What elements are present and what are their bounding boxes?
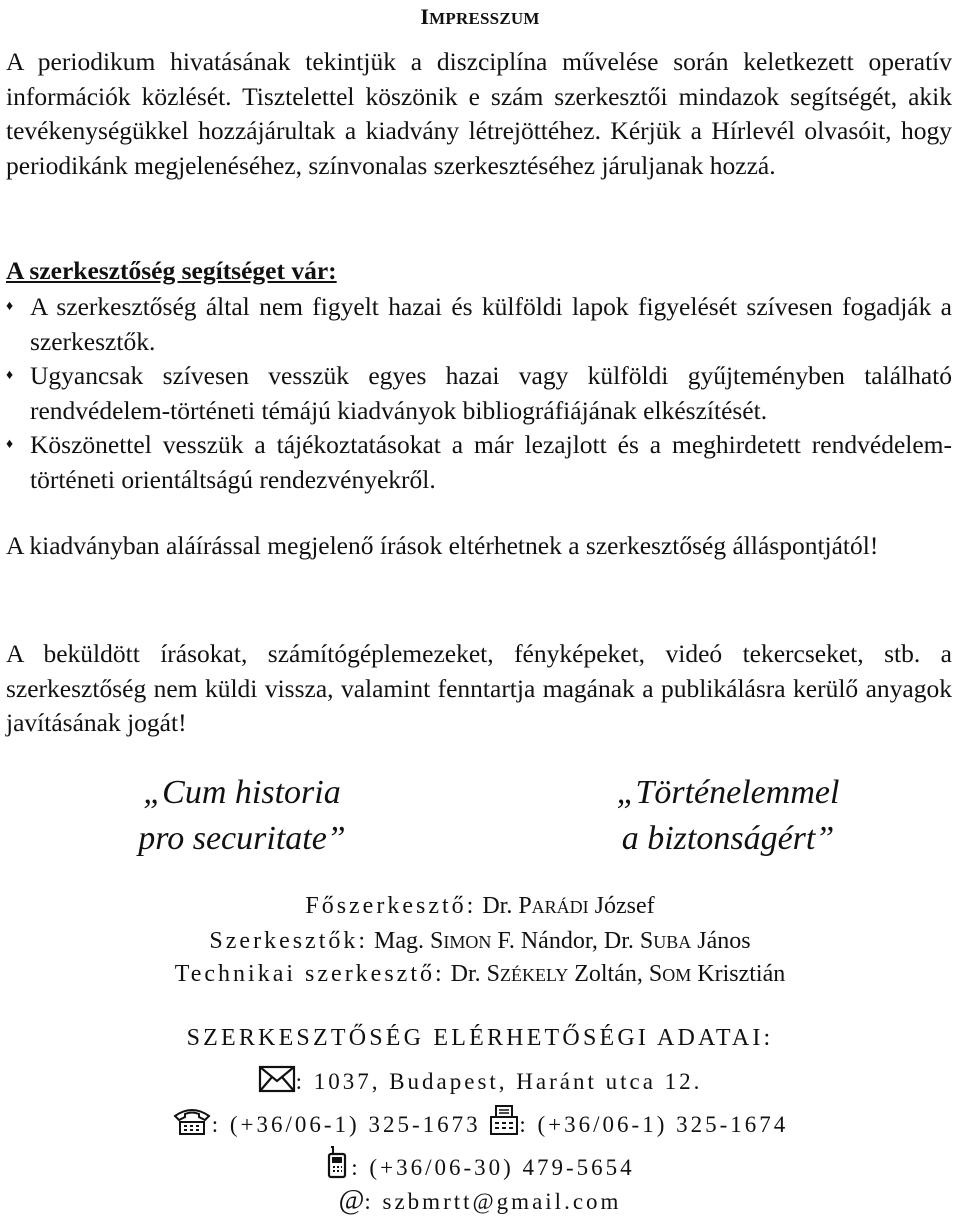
credit-given-name: János bbox=[697, 928, 751, 954]
credit-given-name: F. Nándor, bbox=[497, 928, 598, 954]
credit-prefix: Dr. bbox=[603, 928, 634, 954]
email-text: : szbmrtt@gmail.com bbox=[364, 1189, 622, 1214]
credit-surname bbox=[649, 961, 691, 987]
page-title bbox=[0, 4, 960, 30]
credit-prefix: Mag. bbox=[374, 928, 425, 954]
motto-hungarian-line-2: a biztonságért” bbox=[621, 820, 835, 857]
credit-surname bbox=[487, 961, 569, 987]
credit-technical-editors bbox=[0, 958, 960, 991]
motto-latin-line-1: „Cum historia bbox=[143, 774, 341, 811]
contact-phone-fax bbox=[0, 1104, 960, 1138]
surname-rest: IMON bbox=[443, 932, 492, 952]
surname-initial: S bbox=[648, 961, 663, 987]
list-item bbox=[6, 290, 952, 359]
credit-role: Szerkesztők: bbox=[209, 928, 369, 954]
contact-heading: SZERKESZTŐSÉG ELÉRHETŐSÉGI ADATAI: bbox=[186, 1025, 774, 1051]
credit-given-name: Zoltán, bbox=[574, 961, 643, 987]
list-item bbox=[6, 428, 952, 497]
credit-role: Technikai szerkesztő: bbox=[174, 961, 445, 987]
list-item-text: Ugyancsak szívesen vesszük egyes hazai vagy külföldi gyűjteményben található rendvédelem-történeti témájú kiadványok bibliográfiájának elkészítését. bbox=[30, 361, 952, 425]
title-initial: I bbox=[420, 4, 430, 29]
surname-initial: P bbox=[518, 893, 532, 919]
list-item bbox=[6, 359, 952, 428]
credit-surname bbox=[430, 928, 491, 954]
title-rest: MPRESSZUM bbox=[429, 9, 540, 28]
list-item-text: A szerkesztőség által nem figyelt hazai és külföldi lapok figyelését szívesen fogadják a szerkesztők. bbox=[30, 292, 952, 356]
motto-hungarian bbox=[548, 770, 908, 862]
credit-prefix: Dr. bbox=[450, 961, 481, 987]
help-heading: A szerkesztőség segítséget vár: bbox=[6, 256, 337, 285]
motto-hungarian-line-1: „Történelemmel bbox=[616, 774, 840, 811]
disclaimer-paragraph: A kiadványban aláírással megjelenő írások eltérhetnek a szerkesztőség álláspontjától! bbox=[6, 531, 879, 560]
list-item-text: Köszönettel vesszük a tájékoztatásokat a már lezajlott és a meghirdetett rendvédelem-történeti orientáltságú rendezvényekről. bbox=[30, 430, 952, 494]
credit-chief-editor bbox=[0, 890, 960, 923]
credit-prefix: Dr. bbox=[482, 893, 513, 919]
intro-paragraph: A periodikum hivatásának tekintjük a diszciplína művelése során keletkezett operatív információk közlését. Tisztelettel köszönik e szám szerkesztői mindazok segítségét, akik tevékenységükkel hozzájárultak a kiadvány létrejöttéhez. Kérjük a Hírlevél olvasóit, hogy periodikánk megjelenéséhez, színvonalas szerkesztéséhez járuljanak hozzá. bbox=[6, 47, 952, 180]
diamond-bullet-icon: ♦ bbox=[6, 299, 14, 314]
telephone-icon bbox=[172, 1106, 212, 1136]
credit-editors bbox=[0, 925, 960, 958]
motto-latin bbox=[62, 770, 422, 862]
mobile-phone-icon bbox=[325, 1145, 351, 1179]
credit-given-name: Krisztián bbox=[697, 961, 786, 987]
surname-initial: S bbox=[430, 928, 444, 954]
envelope-icon bbox=[258, 1065, 296, 1093]
diamond-bullet-icon: ♦ bbox=[6, 368, 14, 383]
motto-latin-line-2: pro securitate” bbox=[138, 820, 346, 857]
help-list bbox=[6, 290, 952, 497]
returns-paragraph: A beküldött írásokat, számítógéplemezeket, fényképeket, videó tekercseket, stb. a szerkesztőség nem küldi vissza, valamint fenntartja magának a publikálásra kerülő anyagok javításának jogát! bbox=[6, 639, 952, 737]
at-sign-icon: @ bbox=[338, 1185, 365, 1216]
surname-initial: S bbox=[486, 961, 501, 987]
credit-surname bbox=[640, 928, 691, 954]
mobile-text: : (+36/06-30) 479-5654 bbox=[351, 1155, 635, 1180]
address-text: : 1037, Budapest, Haránt utca 12. bbox=[295, 1069, 703, 1094]
surname-rest: OM bbox=[662, 965, 692, 985]
fax-icon bbox=[489, 1104, 519, 1136]
credit-surname bbox=[518, 893, 588, 919]
surname-rest: ARÁDI bbox=[531, 897, 589, 917]
contact-email bbox=[0, 1185, 960, 1217]
diamond-bullet-icon: ♦ bbox=[6, 437, 14, 452]
credit-given-name: József bbox=[594, 893, 655, 919]
credit-role: Főszerkesztő: bbox=[305, 893, 477, 919]
phone-text: : (+36/06-1) 325-1673 bbox=[211, 1112, 481, 1137]
fax-text: : (+36/06-1) 325-1674 bbox=[519, 1112, 789, 1137]
surname-rest: ZÉKELY bbox=[500, 965, 569, 985]
surname-initial: S bbox=[639, 928, 654, 954]
contact-mobile bbox=[0, 1145, 960, 1181]
contact-address bbox=[0, 1065, 960, 1095]
surname-rest: UBA bbox=[653, 932, 692, 952]
